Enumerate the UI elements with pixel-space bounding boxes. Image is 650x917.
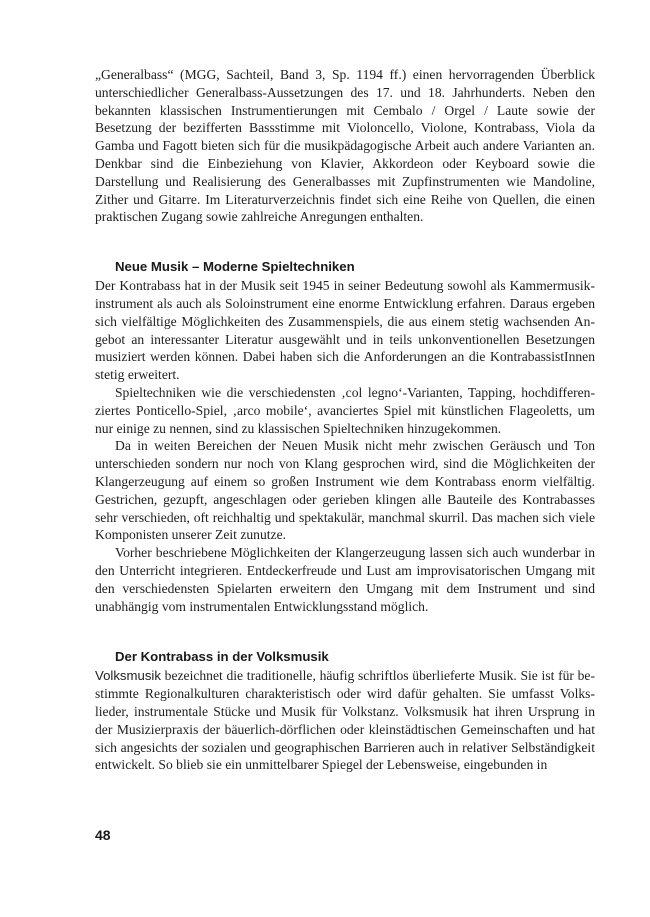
intro-paragraph: „Generalbass“ (MGG, Sachteil, Band 3, Sp. 1194 ff.) einen hervorragenden Überblick unterschiedlicher Generalbass-Aussetzungen des 17. und 18. Jahrhunderts. Neben den bekannten klassischen Instrumentierungen mit Cembalo / Orgel / Laute sowie der Besetzung der bezifferten Bassstimme mit Violoncello, Violone, Kontrabass, Viola da Gamba und Fagott bieten sich für die musikpädagogische Arbeit auch andere Varianten an. Denkbar sind die Einbeziehung von Klavier, Akkordeon oder Keyboard sowie die Darstellung und Realisierung des Generalbasses mit Zupfinstrumenten wie Mandoline, Zither und Gitarre. Im Literaturverzeichnis findet sich eine Reihe von Quellen, die einen praktischen Zugang sowie zahlreiche Anregungen enthalten.: [95, 67, 595, 225]
neue-musik-paragraph-3: Da in weiten Bereichen der Neuen Musik nicht mehr zwischen Geräusch und Ton unterschieden sondern nur noch von Klang gesprochen wird, sind die Möglichkeiten der Klangerzeugung auf einem so großen Instrument wie dem Kontrabass enorm vielfältig. Gestrichen, gezupft, angeschlagen oder gerieben klingen alle Bauteile des Kontrabasses sehr verschieden, oft reichhaltig und spektakulär, manchmal skurril. Das machen sich viele Komponisten unserer Zeit zunutze.: [95, 438, 595, 543]
volksmusik-paragraph-text: bezeichnet die traditionelle, häufig schriftlos überlieferte Musik. Sie ist für bestimmte Regionalkulturen charakteristisch oder wird dafür gehalten. Sie umfasst Volkslieder, instrumentale Stücke und Musik für Volkstanz. Volksmusik hat ihren Ursprung in der Musizierpraxis der bäuerlich-dörflichen oder kleinstädtischen Gemeinschaften und hat sich angesichts der sozialen und geographischen Barrieren auch in relativer Selbständigkeit entwickelt. So blieb sie ein unmittelbarer Spiegel der Lebensweise, eingebunden in: [95, 668, 595, 773]
page-body: [95, 66, 595, 774]
volksmusik-lead-term: Volksmusik: [95, 668, 161, 684]
neue-musik-paragraph-1: Der Kontrabass hat in der Musik seit 1945 in seiner Bedeutung sowohl als Kammermusikinstrument als auch als Soloinstrument eine enorme Entwicklung erfahren. Daraus ergeben sich vielfältige Möglichkeiten des Zusammenspiels, die aus einem stetig wachsenden Angebot an interessanter Literatur ausgewählt und in teils unkonventionellen Besetzungen musiziert werden können. Dabei haben sich die Anforderungen an die KontrabassistInnen stetig erweitert.: [95, 278, 595, 383]
neue-musik-paragraph-4: Vorher beschriebene Möglichkeiten der Klangerzeugung lassen sich auch wunderbar in den Unterricht integrieren. Entdeckerfreude und Lust am improvisatorischen Umgang mit den verschiedensten Spielarten erweitern den Umgang mit dem Instrument und sind unabhängig vom instrumentalen Entwicklungsstand möglich.: [95, 545, 595, 614]
page-number: 48: [95, 827, 111, 843]
volksmusik-paragraph: [95, 667, 595, 774]
neue-musik-paragraph-2: Spieltechniken wie die verschiedensten ‚col legno‘-Varianten, Tapping, hochdifferenziertes Ponticello-Spiel, ‚arco mobile‘, avanciertes Spiel mit künstlichen Flageoletts, um nur einige zu nennen, sind zu klassischen Spieltechniken hinzugekommen.: [95, 384, 595, 436]
section-heading-neue-musik: Neue Musik – Moderne Spieltechniken: [115, 259, 355, 275]
section-heading-volksmusik: Der Kontrabass in der Volksmusik: [115, 649, 329, 665]
